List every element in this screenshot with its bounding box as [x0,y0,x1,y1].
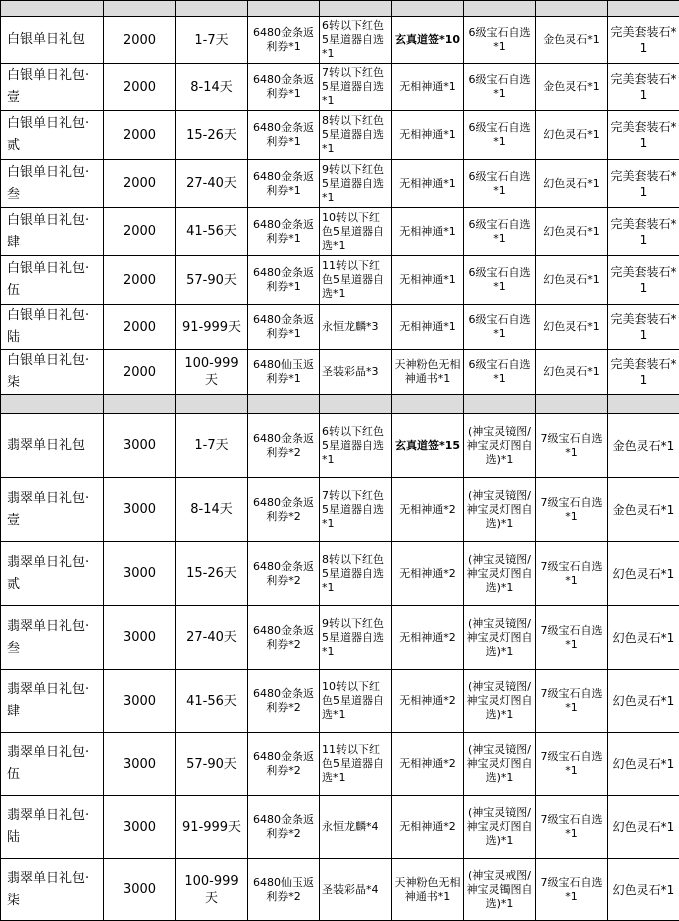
table-cell: 7级宝石自选*1 [536,542,608,606]
table-cell: 7级宝石自选*1 [536,606,608,670]
table-cell: 白银单日礼包·柒 [1,350,104,395]
table-cell: 2000 [104,64,176,111]
table-cell: 幻色灵石*1 [536,160,608,208]
table-cell: 2000 [104,208,176,256]
table-cell: 完美套装石*1 [608,208,679,256]
table-cell: 翡翠单日礼包·壹 [1,478,104,542]
table-cell: 无相神通*1 [392,305,464,350]
table-cell: (神宝灵戒图/神宝灵镯图自选)*1 [464,859,536,921]
table-row [1,606,679,670]
table-cell: 7级宝石自选*1 [536,414,608,478]
header-cell [608,395,679,414]
table-cell: 翡翠单日礼包·柒 [1,859,104,921]
table-cell: 3000 [104,670,176,733]
table-cell: 3000 [104,478,176,542]
table-cell: 6480金条返利券*2 [248,796,320,859]
table-cell: 金色灵石*1 [536,17,608,64]
table-cell: 6级宝石自选*1 [464,111,536,160]
table-cell: 6480金条返利券*1 [248,256,320,305]
header-cell [536,395,608,414]
table-cell: 6480金条返利券*2 [248,606,320,670]
table-cell: 玄真道签*10 [392,17,464,64]
table-cell: 完美套装石*1 [608,305,679,350]
table-cell: 翡翠单日礼包·贰 [1,542,104,606]
table-cell: 3000 [104,606,176,670]
table-cell: 6480仙玉返利券*1 [248,350,320,395]
table-row [1,796,679,859]
header-cell [320,1,392,17]
table-cell: 完美套装石*1 [608,160,679,208]
table-cell: 无相神通*2 [392,542,464,606]
table-cell: 8转以下红色5星道器自选*1 [320,542,392,606]
table-cell: (神宝灵镜图/神宝灵灯图自选)*1 [464,478,536,542]
table-row [1,111,679,160]
table-cell: 2000 [104,160,176,208]
table-row [1,478,679,542]
table-cell: 天神粉色无相神通书*1 [392,859,464,921]
section-separator-row [1,395,679,414]
table-cell: 6480金条返利券*2 [248,670,320,733]
table-cell: 7级宝石自选*1 [536,859,608,921]
table-cell: 白银单日礼包·壹 [1,64,104,111]
table-cell: 无相神通*1 [392,256,464,305]
table-cell: 6级宝石自选*1 [464,17,536,64]
table-cell: (神宝灵镜图/神宝灵灯图自选)*1 [464,414,536,478]
table-cell: 6级宝石自选*1 [464,256,536,305]
table-cell: 翡翠单日礼包 [1,414,104,478]
table-cell: 7级宝石自选*1 [536,478,608,542]
table-cell: 2000 [104,111,176,160]
table-cell: 6级宝石自选*1 [464,208,536,256]
table-cell: 无相神通*2 [392,606,464,670]
table-cell: 6级宝石自选*1 [464,160,536,208]
table-cell: 27-40天 [176,160,248,208]
table-cell: 无相神通*2 [392,733,464,796]
table-cell: 完美套装石*1 [608,350,679,395]
table-cell: 3000 [104,859,176,921]
table-cell: 完美套装石*1 [608,17,679,64]
table-cell: 2000 [104,305,176,350]
table-cell: 6转以下红色5星道器自选*1 [320,414,392,478]
table-cell: 幻色灵石*1 [536,111,608,160]
table-cell: 57-90天 [176,256,248,305]
table-cell: 10转以下红色5星道器自选*1 [320,208,392,256]
table-cell: 41-56天 [176,208,248,256]
table-cell: 白银单日礼包·贰 [1,111,104,160]
table-cell: 圣装彩晶*3 [320,350,392,395]
table-cell: 6级宝石自选*1 [464,350,536,395]
table-cell: 翡翠单日礼包·陆 [1,796,104,859]
table-cell: 3000 [104,414,176,478]
table-cell: 91-999天 [176,796,248,859]
header-cell [104,395,176,414]
table-cell: 翡翠单日礼包·伍 [1,733,104,796]
table-cell: (神宝灵镜图/神宝灵灯图自选)*1 [464,542,536,606]
table-cell: 27-40天 [176,606,248,670]
table-row [1,256,679,305]
table-cell: 15-26天 [176,111,248,160]
table-row [1,64,679,111]
table-cell: 天神粉色无相神通书*1 [392,350,464,395]
table-cell: 3000 [104,733,176,796]
header-cell [1,1,104,17]
header-cell [104,1,176,17]
table-cell: 玄真道签*15 [392,414,464,478]
table-cell: 幻色灵石*1 [536,350,608,395]
table-cell: 3000 [104,542,176,606]
table-cell: 幻色灵石*1 [536,305,608,350]
table-cell: 1-7天 [176,17,248,64]
table-cell: 7转以下红色5星道器自选*1 [320,478,392,542]
table-cell: 幻色灵石*1 [608,733,679,796]
table-cell: 无相神通*1 [392,160,464,208]
header-cell [248,1,320,17]
table-cell: 10转以下红色5星道器自选*1 [320,670,392,733]
table-cell: 白银单日礼包·叁 [1,160,104,208]
table-cell: 白银单日礼包·伍 [1,256,104,305]
table-cell: 15-26天 [176,542,248,606]
table-cell: (神宝灵镜图/神宝灵灯图自选)*1 [464,606,536,670]
table-cell: 白银单日礼包·陆 [1,305,104,350]
table-cell: 2000 [104,256,176,305]
header-cell [536,1,608,17]
table-cell: 6480仙玉返利券*2 [248,859,320,921]
header-cell [248,395,320,414]
table-cell: (神宝灵镜图/神宝灵灯图自选)*1 [464,670,536,733]
header-cell [608,1,679,17]
table-cell: 7级宝石自选*1 [536,733,608,796]
header-cell [1,395,104,414]
table-cell: 8-14天 [176,64,248,111]
table-cell: 6480金条返利券*1 [248,208,320,256]
table-cell: 57-90天 [176,733,248,796]
table-cell: 无相神通*1 [392,111,464,160]
table-cell: 幻色灵石*1 [536,256,608,305]
table-cell: 6480金条返利券*1 [248,17,320,64]
table-cell: 完美套装石*1 [608,256,679,305]
table-cell: 白银单日礼包·肆 [1,208,104,256]
table-cell: 完美套装石*1 [608,111,679,160]
table-cell: 永恒龙麟*3 [320,305,392,350]
table-cell: 6级宝石自选*1 [464,305,536,350]
table-cell: 6480金条返利券*2 [248,478,320,542]
table-cell: 翡翠单日礼包·叁 [1,606,104,670]
table-cell: 翡翠单日礼包·肆 [1,670,104,733]
table-cell: 6480金条返利券*2 [248,733,320,796]
table-cell: 41-56天 [176,670,248,733]
table-cell: 2000 [104,17,176,64]
header-cell [176,1,248,17]
table-cell: (神宝灵镜图/神宝灵灯图自选)*1 [464,796,536,859]
table-cell: 6480金条返利券*1 [248,305,320,350]
table-row [1,208,679,256]
table-cell: 9转以下红色5星道器自选*1 [320,160,392,208]
table-cell: 7转以下红色5星道器自选*1 [320,64,392,111]
table-cell: 圣装彩晶*4 [320,859,392,921]
table-cell: 金色灵石*1 [608,414,679,478]
table-cell: 3000 [104,796,176,859]
header-cell [392,1,464,17]
table-cell: 8-14天 [176,478,248,542]
table-row [1,305,679,350]
table-cell: 完美套装石*1 [608,64,679,111]
table-cell: 幻色灵石*1 [536,208,608,256]
table-cell: 1-7天 [176,414,248,478]
table-cell: 无相神通*1 [392,64,464,111]
table-cell: 6480金条返利券*2 [248,542,320,606]
table-cell: 无相神通*2 [392,478,464,542]
table-row [1,414,679,478]
table-cell: 11转以下红色5星道器自选*1 [320,733,392,796]
table-cell: (神宝灵镜图/神宝灵灯图自选)*1 [464,733,536,796]
header-cell [392,395,464,414]
table-cell: 11转以下红色5星道器自选*1 [320,256,392,305]
header-cell [464,395,536,414]
table-cell: 7级宝石自选*1 [536,796,608,859]
table-cell: 100-999天 [176,859,248,921]
table-cell: 6480金条返利券*1 [248,160,320,208]
table-cell: 幻色灵石*1 [608,606,679,670]
table-cell: 幻色灵石*1 [608,670,679,733]
table-cell: 91-999天 [176,305,248,350]
table-cell: 幻色灵石*1 [608,796,679,859]
table-cell: 金色灵石*1 [608,478,679,542]
table-header-row [1,1,679,17]
table-cell: 无相神通*2 [392,796,464,859]
table-cell: 永恒龙麟*4 [320,796,392,859]
table-cell: 金色灵石*1 [536,64,608,111]
table-row [1,733,679,796]
header-cell [464,1,536,17]
table-cell: 6480金条返利券*1 [248,64,320,111]
table-cell: 9转以下红色5星道器自选*1 [320,606,392,670]
table-cell: 无相神通*1 [392,208,464,256]
header-cell [176,395,248,414]
table-row [1,670,679,733]
table-cell: 幻色灵石*1 [608,542,679,606]
table-row [1,859,679,921]
table-row [1,17,679,64]
table-cell: 7级宝石自选*1 [536,670,608,733]
table-cell: 100-999天 [176,350,248,395]
table-cell: 6转以下红色5星道器自选*1 [320,17,392,64]
table-cell: 白银单日礼包 [1,17,104,64]
header-cell [320,395,392,414]
table-cell: 2000 [104,350,176,395]
table-cell: 8转以下红色5星道器自选*1 [320,111,392,160]
table-cell: 6480金条返利券*2 [248,414,320,478]
table-row [1,542,679,606]
table-cell: 幻色灵石*1 [608,859,679,921]
table-cell: 6级宝石自选*1 [464,64,536,111]
table-row [1,350,679,395]
table-row [1,160,679,208]
table-cell: 6480金条返利券*1 [248,111,320,160]
table-cell: 无相神通*2 [392,670,464,733]
